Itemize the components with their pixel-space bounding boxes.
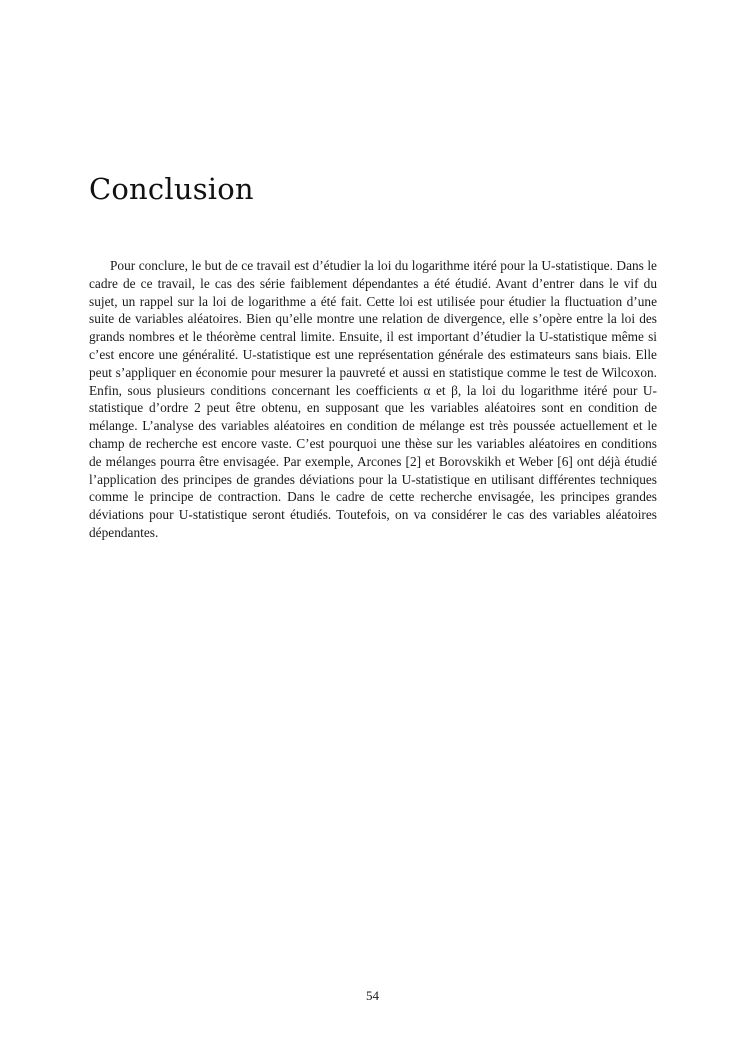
page-number: 54 [366, 988, 379, 1003]
conclusion-paragraph: Pour conclure, le but de ce travail est d’étudier la loi du logarithme itéré pour la U-statistique. Dans le cadre de ce travail, le cas des série faiblement dépendantes a été étudié. Avant d’entrer dans le vif du sujet, un rappel sur la loi de logarithme a été fait. Cette loi est utilisée pour étudier la fluctuation d’une suite de variables aléatoires. Bien qu’elle montre une relation de divergence, elle s’opère entre la loi des grands nombres et le théorème central limite. Ensuite, il est important d’étudier la U-statistique même si c’est encore une généralité. U-statistique est une représentation générale des estimateurs sans biais. Elle peut s’appliquer en économie pour mesurer la pauvreté et aussi en statistique comme le test de Wilcoxon. Enfin, sous plusieurs conditions concernant les coefficients α et β, la loi du logarithme itéré pour U-statistique d’ordre 2 peut être obtenu, en supposant que les variables aléatoires sont en condition de mélange. L’analyse des variables aléatoires en condition de mélange est très poussée actuellement et le champ de recherche est encore vaste. C’est pourquoi une thèse sur les variables aléatoires en conditions de mélanges pourra être envisagée. Par exemple, Arcones [2] et Borovskikh et Weber [6] ont déjà étudié l’application des principes de grandes déviations pour la U-statistique en utilisant différentes techniques comme le principe de contraction. Dans le cadre de cette recherche envisagée, les principes grandes déviations pour U-statistique seront étudiés. Toutefois, on va considérer le cas des variables aléatoires dépendantes. [89, 258, 657, 540]
chapter-title: Conclusion [89, 172, 254, 206]
